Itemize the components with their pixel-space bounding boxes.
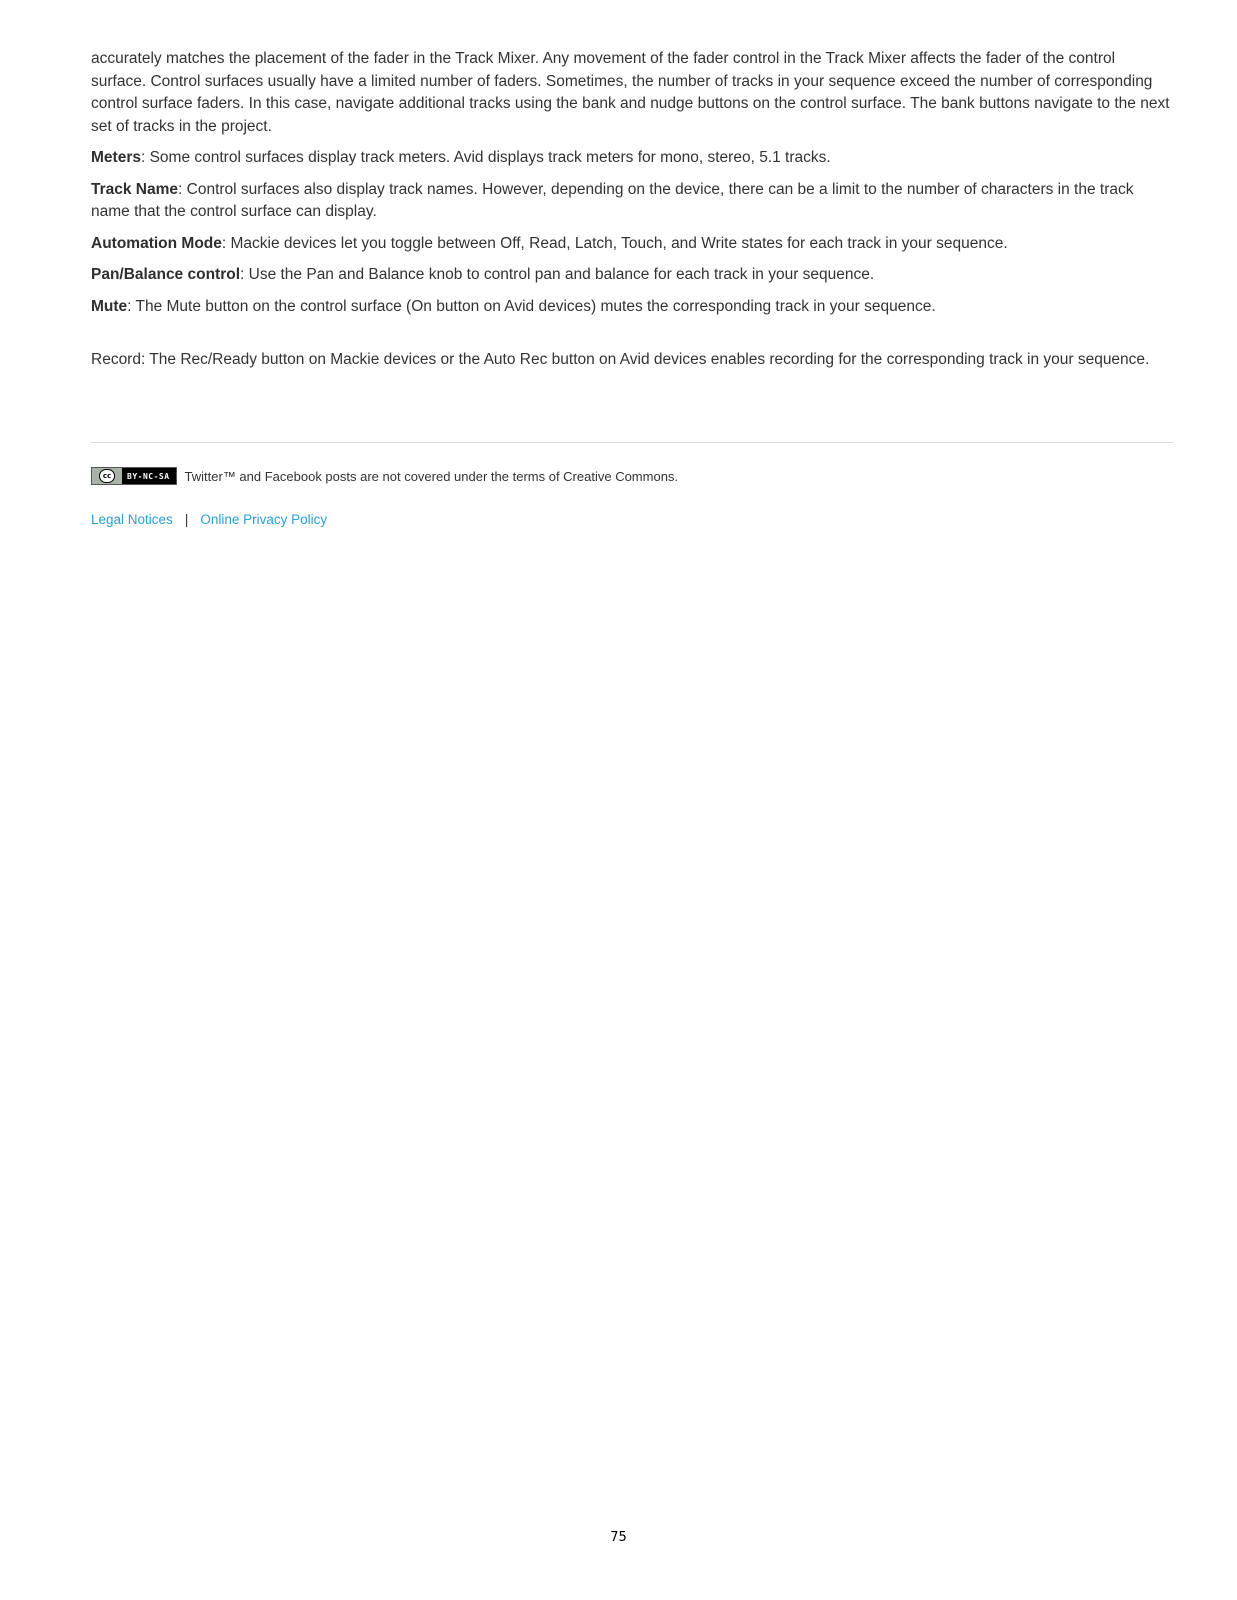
record-paragraph: Record: The Rec/Ready button on Mackie devices or the Auto Rec button on Avid devices enables recording for the corresponding track in your sequence. (91, 351, 1150, 368)
definition-track-name (91, 179, 1173, 224)
term-automation-mode: Automation Mode (91, 234, 222, 252)
online-privacy-policy-link[interactable]: Online Privacy Policy (200, 512, 328, 527)
definition-pan-balance (91, 264, 1173, 287)
definition-meters (91, 147, 1173, 170)
definition-mute (91, 296, 1173, 319)
term-track-name: Track Name (91, 180, 179, 198)
definition-automation-mode-text: : Mackie devices let you toggle between Off, Read, Latch, Touch, and Write states for each track in your sequence. (221, 234, 1008, 252)
definition-automation-mode (91, 233, 1173, 256)
cc-logo-text: cc (99, 469, 115, 483)
footer-divider (91, 442, 1173, 443)
footer-links (91, 510, 327, 530)
license-row (91, 466, 678, 486)
definition-mute-text: : The Mute button on the control surface (On button on Avid devices) mutes the corresponding track in your sequence. (127, 297, 936, 315)
license-note: Twitter™ and Facebook posts are not covered under the terms of Creative Commons. (184, 468, 679, 484)
legal-notices-link[interactable]: Legal Notices (91, 512, 173, 527)
definition-pan-balance-text: : Use the Pan and Balance knob to control pan and balance for each track in your sequence. (240, 266, 875, 283)
definition-track-name-text: : Control surfaces also display track names. However, depending on the device, there can be a limit to the number of characters in the track name that the control surface can display. (91, 180, 1134, 220)
term-mute: Mute (91, 297, 128, 315)
cc-logo-icon (92, 468, 122, 484)
cc-license-label: BY-NC-SA (127, 471, 170, 481)
term-meters: Meters (91, 149, 141, 166)
definition-meters-text: : Some control surfaces display track meters. Avid displays track meters for mono, stereo, 5.1 tracks. (140, 149, 831, 166)
term-pan-balance: Pan/Balance control (91, 266, 241, 283)
creative-commons-badge[interactable] (91, 467, 177, 485)
intro-paragraph: accurately matches the placement of the fader in the Track Mixer. Any movement of the fader control in the Track Mixer affects the fader of the control surface. Control surfaces usually have a limited number of faders. Sometimes, the number of tracks in your sequence exceed the number of corresponding control surface faders. In this case, navigate additional tracks using the bank and nudge buttons on the control surface. The bank buttons navigate to the next set of tracks in the project. (91, 50, 1170, 135)
page-number: 75 (610, 1530, 627, 1545)
document-body (91, 48, 1173, 381)
footer-link-separator: | (184, 512, 189, 527)
